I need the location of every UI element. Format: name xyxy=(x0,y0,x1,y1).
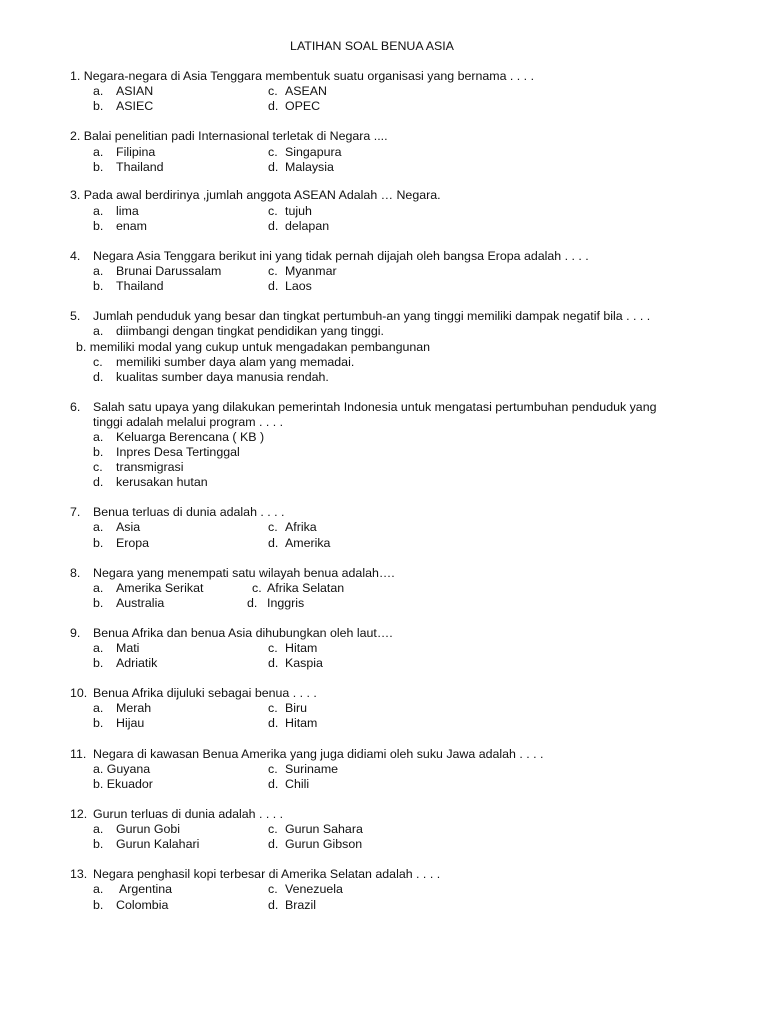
option-marker: d. xyxy=(268,837,279,851)
question-text: Benua Afrika dijuluki sebagai benua . . . . xyxy=(93,686,317,700)
option-c: Venezuela xyxy=(285,882,343,896)
question-text: Negara di kawasan Benua Amerika yang juga didiami oleh suku Jawa adalah . . . . xyxy=(93,747,544,761)
option-marker: d. xyxy=(268,160,279,174)
question-text: 3. Pada awal berdirinya ,jumlah anggota ASEAN Adalah … Negara. xyxy=(70,188,441,202)
option-a: Asia xyxy=(116,520,141,534)
option-marker: b. xyxy=(93,536,104,550)
option-b: Adriatik xyxy=(116,656,158,670)
option-marker: c. xyxy=(93,460,103,474)
option-marker: b. xyxy=(93,656,104,670)
option-marker: d. xyxy=(268,536,279,550)
option-marker: d. xyxy=(268,716,279,730)
question-text: Benua Afrika dan benua Asia dihubungkan oleh laut…. xyxy=(93,626,393,640)
option-a: ASIAN xyxy=(116,84,154,98)
question-number: 6. xyxy=(70,400,81,414)
option-marker: c. xyxy=(268,822,278,836)
option-marker: b. xyxy=(93,898,104,912)
option-marker: a. xyxy=(93,430,104,444)
option-c: Singapura xyxy=(285,145,342,159)
option-b: Australia xyxy=(116,596,165,610)
question-text: Jumlah penduduk yang besar dan tingkat pertumbuh-an yang tinggi memiliki dampak negatif bila . . . . xyxy=(93,309,651,323)
option-b: Inpres Desa Tertinggal xyxy=(116,445,240,459)
option-c: memiliki sumber daya alam yang memadai. xyxy=(116,355,355,369)
option-a: Argentina xyxy=(119,882,173,896)
option-c: Biru xyxy=(285,701,308,715)
option-marker: b. xyxy=(93,716,104,730)
question-number: 4. xyxy=(70,249,81,263)
option-marker: a. xyxy=(93,145,104,159)
option-d: Brazil xyxy=(285,898,316,912)
option-b: ASIEC xyxy=(116,99,154,113)
option-marker: a. xyxy=(93,520,104,534)
option-marker: a. xyxy=(93,882,104,896)
option-marker: a. xyxy=(93,204,104,218)
option-b: Thailand xyxy=(116,160,164,174)
option-a: diimbangi dengan tingkat pendidikan yang tinggi. xyxy=(116,324,384,338)
question-text: 1. Negara-negara di Asia Tenggara membentuk suatu organisasi yang bernama . . . . xyxy=(70,69,535,83)
option-marker: a. xyxy=(93,84,104,98)
option-marker: d. xyxy=(268,219,279,233)
option-d: delapan xyxy=(285,219,330,233)
option-a: lima xyxy=(116,204,139,218)
option-a: Amerika Serikat xyxy=(116,581,204,595)
option-c: Suriname xyxy=(285,762,339,776)
option-marker: c. xyxy=(252,581,262,595)
option-marker: b. xyxy=(93,445,104,459)
option-marker: c. xyxy=(268,641,278,655)
question-number: 8. xyxy=(70,566,81,580)
option-b: Eropa xyxy=(116,536,150,550)
option-c: ASEAN xyxy=(285,84,328,98)
option-marker: b. xyxy=(93,596,104,610)
question-text: Gurun terluas di dunia adalah . . . . xyxy=(93,807,284,821)
option-marker: a. xyxy=(93,701,104,715)
option-d: kualitas sumber daya manusia rendah. xyxy=(116,370,329,384)
option-a: Keluarga Berencana ( KB ) xyxy=(116,430,265,444)
option-d: Chili xyxy=(285,777,310,791)
option-marker: b. xyxy=(93,160,104,174)
option-c: tujuh xyxy=(285,204,312,218)
question-number: 9. xyxy=(70,626,81,640)
option-marker: c. xyxy=(268,84,278,98)
question-text: Benua terluas di dunia adalah . . . . xyxy=(93,505,285,519)
question-text: Negara Asia Tenggara berikut ini yang tidak pernah dijajah oleh bangsa Eropa adalah . . . . xyxy=(93,249,589,263)
option-marker: b. xyxy=(93,219,104,233)
option-c: Hitam xyxy=(285,641,318,655)
question-text-continued: tinggi adalah melalui program . . . . xyxy=(93,415,284,429)
question-number: 10. xyxy=(70,686,88,700)
option-d: Laos xyxy=(285,279,312,293)
option-marker: a. xyxy=(93,641,104,655)
option-b: enam xyxy=(116,219,147,233)
option-marker: d. xyxy=(268,279,279,293)
option-a: a. Guyana xyxy=(93,762,151,776)
option-marker: b. xyxy=(93,837,104,851)
option-marker: d. xyxy=(247,596,258,610)
option-marker: d. xyxy=(268,898,279,912)
option-c: transmigrasi xyxy=(116,460,184,474)
option-marker: c. xyxy=(93,355,103,369)
option-marker: c. xyxy=(268,762,278,776)
question-number: 13. xyxy=(70,867,88,881)
option-marker: d. xyxy=(93,370,104,384)
option-marker: c. xyxy=(268,701,278,715)
page-title: LATIHAN SOAL BENUA ASIA xyxy=(290,39,454,53)
option-marker: d. xyxy=(93,475,104,489)
option-c: Myanmar xyxy=(285,264,337,278)
option-marker: a. xyxy=(93,264,104,278)
option-a: Gurun Gobi xyxy=(116,822,181,836)
option-d: OPEC xyxy=(285,99,321,113)
option-a: Filipina xyxy=(116,145,156,159)
option-d: kerusakan hutan xyxy=(116,475,208,489)
option-c: Gurun Sahara xyxy=(285,822,363,836)
option-c: Afrika xyxy=(285,520,317,534)
option-d: Inggris xyxy=(267,596,305,610)
option-b: Hijau xyxy=(116,716,145,730)
option-marker: c. xyxy=(268,264,278,278)
option-d: Gurun Gibson xyxy=(285,837,363,851)
option-a: Mati xyxy=(116,641,140,655)
option-c: Afrika Selatan xyxy=(267,581,345,595)
question-text: 2. Balai penelitian padi Internasional terletak di Negara .... xyxy=(70,129,388,143)
question-number: 11. xyxy=(70,747,87,761)
option-marker: d. xyxy=(268,99,279,113)
option-b: Colombia xyxy=(116,898,169,912)
option-d: Kaspia xyxy=(285,656,323,670)
option-marker: c. xyxy=(268,882,278,896)
option-marker: a. xyxy=(93,324,104,338)
option-marker: c. xyxy=(268,145,278,159)
question-text: Negara penghasil kopi terbesar di Amerika Selatan adalah . . . . xyxy=(93,867,441,881)
option-marker: d. xyxy=(268,656,279,670)
option-b: b. Ekuador xyxy=(93,777,153,791)
option-b: Gurun Kalahari xyxy=(116,837,200,851)
option-marker: d. xyxy=(268,777,279,791)
question-text: Negara yang menempati satu wilayah benua adalah…. xyxy=(93,566,395,580)
option-b: b. memiliki modal yang cukup untuk mengadakan pembangunan xyxy=(76,340,431,354)
question-number: 7. xyxy=(70,505,81,519)
option-b: Thailand xyxy=(116,279,164,293)
option-d: Malaysia xyxy=(285,160,334,174)
question-number: 5. xyxy=(70,309,81,323)
option-a: Merah xyxy=(116,701,152,715)
option-d: Hitam xyxy=(285,716,318,730)
option-a: Brunai Darussalam xyxy=(116,264,222,278)
option-marker: c. xyxy=(268,520,278,534)
option-d: Amerika xyxy=(285,536,331,550)
option-marker: c. xyxy=(268,204,278,218)
option-marker: a. xyxy=(93,822,104,836)
question-number: 12. xyxy=(70,807,88,821)
option-marker: b. xyxy=(93,279,104,293)
question-text: Salah satu upaya yang dilakukan pemerintah Indonesia untuk mengatasi pertumbuhan penduduk yang xyxy=(93,400,657,414)
option-marker: a. xyxy=(93,581,104,595)
option-marker: b. xyxy=(93,99,104,113)
